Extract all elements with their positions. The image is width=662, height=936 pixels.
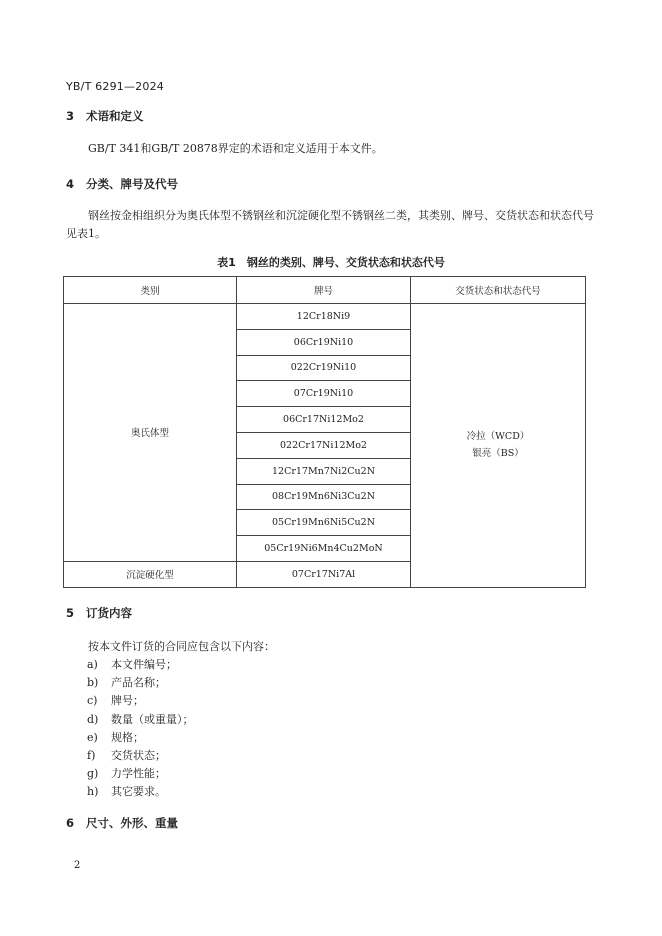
list-item [87, 729, 194, 747]
table-header-row [64, 277, 586, 304]
section-4-body: 钢丝按金相组织分为奥氏体型不锈钢丝和沉淀硬化型不锈钢丝二类，其类别、牌号、交货状态和状态代号见表1。 [66, 209, 594, 240]
table-1-caption: 表1 钢丝的类别、牌号、交货状态和状态代号 [217, 256, 445, 269]
order-content-list [87, 656, 194, 802]
list-marker: e) [87, 730, 98, 744]
section-6-title: 尺寸、外形、重量 [86, 816, 178, 830]
grade-cell: 05Cr19Mn6Ni5Cu2N [237, 510, 411, 536]
list-item [87, 783, 194, 801]
section-4-heading [66, 176, 178, 192]
grade-cell: 12Cr17Mn7Ni2Cu2N [237, 458, 411, 484]
section-3-heading [66, 108, 144, 124]
list-item [87, 674, 194, 692]
section-5-title: 订货内容 [86, 606, 132, 620]
header-delivery-state: 交货状态和状态代号 [411, 277, 586, 304]
list-marker: f) [87, 748, 96, 762]
list-text: 本文件编号； [111, 658, 177, 671]
category-cell: 奥氏体型 [64, 304, 237, 562]
grade-cell: 022Cr17Ni12Mo2 [237, 432, 411, 458]
header-category: 类别 [64, 277, 237, 304]
section-6-heading [66, 815, 178, 831]
list-marker: h) [87, 785, 99, 799]
section-5-number: 5 [66, 606, 75, 620]
delivery-state-cell [411, 304, 586, 588]
table-1 [63, 276, 586, 588]
section-3-number: 3 [66, 109, 75, 123]
section-6-number: 6 [66, 816, 75, 830]
grade-cell: 07Cr17Ni7Al [237, 561, 411, 587]
list-item [87, 765, 194, 783]
grade-cell: 06Cr17Ni12Mo2 [237, 407, 411, 433]
category-cell: 沉淀硬化型 [64, 561, 237, 587]
list-text: 产品名称； [111, 676, 166, 690]
list-item [87, 747, 194, 765]
list-marker: b) [87, 676, 99, 690]
list-text: 规格； [111, 730, 144, 744]
grade-cell: 05Cr19Ni6Mn4Cu2MoN [237, 536, 411, 562]
section-4-title: 分类、牌号及代号 [86, 177, 178, 191]
list-item [87, 711, 194, 729]
document-code: YB/T 6291—2024 [66, 80, 164, 93]
list-item [87, 692, 194, 710]
grade-cell: 07Cr19Ni10 [237, 381, 411, 407]
list-marker: d) [87, 712, 99, 726]
grade-cell: 08Cr19Mn6Ni3Cu2N [237, 484, 411, 510]
header-grade: 牌号 [237, 277, 411, 304]
section-3-title: 术语和定义 [86, 109, 144, 123]
list-text: 其它要求。 [111, 785, 166, 799]
list-marker: c) [87, 694, 98, 708]
list-item [87, 656, 194, 674]
delivery-state-line: 冷拉（WCD） [466, 431, 530, 443]
list-text: 力学性能； [111, 767, 166, 781]
list-marker: g) [87, 767, 99, 781]
grade-cell: 06Cr19Ni10 [237, 329, 411, 355]
page-number: 2 [74, 860, 81, 871]
list-text: 牌号； [111, 694, 144, 708]
list-marker: a) [87, 658, 98, 671]
delivery-state-line: 银亮（BS） [472, 448, 524, 460]
section-3-body: GB/T 341和GB/T 20878界定的术语和定义适用于本文件。 [88, 142, 383, 155]
list-text: 数量（或重量）； [111, 712, 194, 726]
section-5-heading [66, 605, 132, 621]
table-row [64, 304, 586, 330]
grade-cell: 022Cr19Ni10 [237, 355, 411, 381]
section-4-number: 4 [66, 177, 75, 191]
list-text: 交货状态； [111, 748, 166, 762]
section-5-intro: 按本文件订货的合同应包含以下内容： [88, 640, 275, 653]
grade-cell: 12Cr18Ni9 [237, 304, 411, 330]
